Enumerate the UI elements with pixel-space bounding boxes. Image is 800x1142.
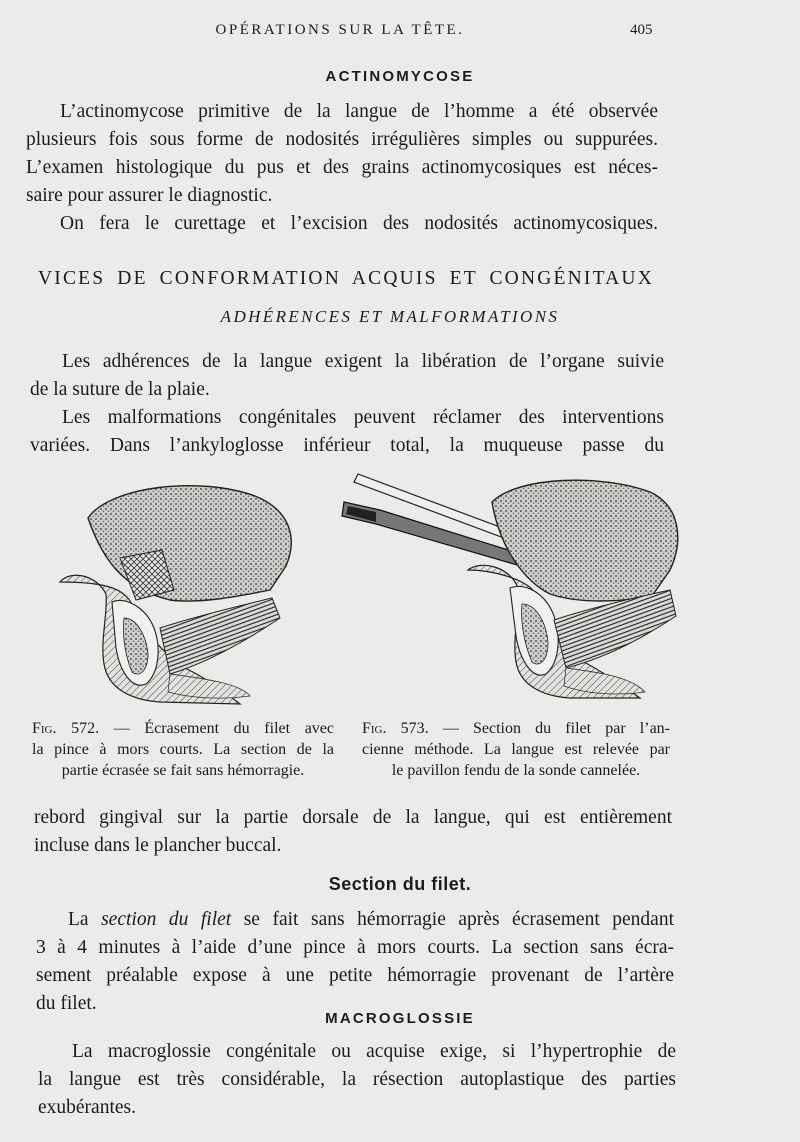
- tongue-clamp-illustration: [50, 478, 300, 712]
- paragraph-continuation: [34, 804, 672, 860]
- text-line: du filet.: [36, 993, 97, 1014]
- text-line: variées. Dans l’ankyloglosse inférieur total, la muqueuse passe du: [30, 435, 664, 456]
- text-fragment: La: [68, 909, 102, 930]
- running-title: OPÉRATIONS SUR LA TÊTE.: [215, 22, 465, 38]
- heading-section-du-filet: Section du filet.: [328, 874, 472, 894]
- text-line: [36, 906, 674, 934]
- paragraph-adherences: [30, 348, 664, 404]
- text-line: incluse dans le plancher buccal.: [34, 835, 282, 856]
- text-line: Les adhérences de la langue exigent la libération de l’organe suivie: [62, 351, 664, 372]
- text-line: la langue est très considérable, la résection autoplastique des parties: [38, 1069, 676, 1090]
- caption-line: [32, 718, 334, 739]
- caption-text: — Écrasement du filet avec: [113, 720, 334, 737]
- subheading-adherences: ADHÉRENCES ET MALFORMATIONS: [220, 307, 560, 326]
- figure-572-caption: [32, 718, 334, 781]
- paragraph-actinomycose-1: [26, 98, 658, 210]
- paragraph-section-du-filet: [36, 906, 674, 1018]
- text-line: saire pour assurer le diagnostic.: [26, 185, 273, 206]
- caption-line: cienne méthode. La langue est relevée par: [362, 741, 670, 758]
- text-line: sement préalable expose à une petite hémorragie provenant de l’artère: [36, 965, 674, 986]
- heading-macroglossie: MACROGLOSSIE: [325, 1010, 475, 1027]
- italic-term: section du filet: [101, 909, 232, 930]
- text-line: de la suture de la plaie.: [30, 379, 210, 400]
- text-fragment: se fait sans hémorragie après écrasement pendant: [231, 909, 674, 930]
- text-line: plusieurs fois sous forme de nodosités irrégulières simples ou suppurées.: [26, 129, 658, 150]
- text-line: Les malformations congénitales peuvent réclamer des interventions: [62, 407, 664, 428]
- figure-573-label: Fig. 573.: [362, 720, 429, 737]
- text-line: exubérantes.: [38, 1097, 136, 1118]
- paragraph-malformations: [30, 404, 664, 460]
- figure-573-caption: [362, 718, 670, 781]
- text-line: On fera le curettage et l’excision des nodosités actinomycosiques.: [60, 213, 658, 234]
- figure-572-engraving: [50, 478, 300, 712]
- text-line: L’actinomycose primitive de la langue de l’homme a été observée: [60, 101, 658, 122]
- paragraph-actinomycose-2: [26, 210, 658, 238]
- caption-line: [362, 718, 670, 739]
- text-line: La macroglossie congénitale ou acquise exige, si l’hypertrophie de: [72, 1041, 676, 1062]
- caption-line: partie écrasée se fait sans hémorragie.: [61, 762, 305, 779]
- heading-vices-de-conformation: VICES DE CONFORMATION ACQUIS ET CONGÉNITAUX: [38, 268, 654, 289]
- caption-text: — Section du filet par l’an-: [442, 720, 670, 737]
- figure-572-label: Fig. 572.: [32, 720, 100, 737]
- running-head: [0, 22, 800, 46]
- caption-line: la pince à mors courts. La section de la: [32, 741, 334, 758]
- page-number: 405: [630, 22, 653, 38]
- text-line: L’examen histologique du pus et des grains actinomycosiques est néces-: [26, 157, 658, 178]
- caption-line: le pavillon fendu de la sonde cannelée.: [391, 762, 641, 779]
- tongue-grooved-probe-illustration: [340, 470, 685, 712]
- figure-573-engraving: [340, 470, 685, 712]
- text-line: 3 à 4 minutes à l’aide d’une pince à mors courts. La section sans écra-: [36, 937, 674, 958]
- heading-actinomycose: ACTINOMYCOSE: [325, 68, 475, 85]
- paragraph-macroglossie: [38, 1038, 676, 1122]
- text-line: rebord gingival sur la partie dorsale de la langue, qui est entièrement: [34, 807, 672, 828]
